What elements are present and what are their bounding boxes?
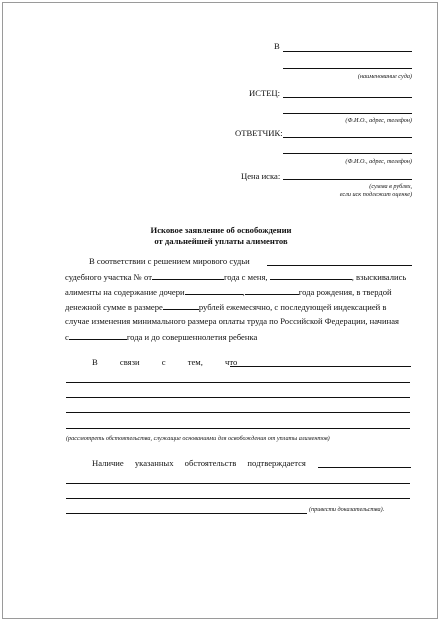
p1-c1: алименты на содержание дочери — [65, 287, 185, 297]
p1-line-d — [65, 301, 415, 313]
p1-c3: года рождения, в твердой — [298, 287, 392, 297]
p1-b1: судебного участка № от — [65, 272, 152, 282]
evidence-line-2 — [66, 483, 410, 484]
p1-f1: с — [65, 332, 69, 342]
p1-line-b — [65, 271, 415, 283]
p1-f2: года и до совершеннолетия ребенка — [126, 332, 258, 342]
p1-d1: денежной сумме в размере — [65, 302, 163, 312]
defendant-line-2 — [283, 153, 412, 154]
court-name-line-2 — [283, 68, 412, 69]
p1-b3: , взыскивались — [351, 272, 407, 282]
reason-line-1 — [230, 366, 411, 367]
reason-line-5 — [66, 428, 410, 429]
birth-date-blank — [242, 286, 299, 297]
reason-line-4 — [66, 412, 410, 413]
court-name-line — [283, 51, 412, 52]
plaintiff-line — [283, 97, 412, 98]
court-note: (наименование суда) — [357, 73, 412, 80]
p1-line-a: В соответствии с решением мирового судьи — [89, 256, 250, 266]
evidence-line-1 — [318, 467, 411, 468]
defendant-label: ОТВЕТЧИК: — [235, 128, 283, 138]
defendant-note: (Ф.И.О., адрес, телефон) — [345, 158, 412, 165]
defendant-line — [283, 137, 412, 138]
document-page — [2, 2, 438, 619]
p3-note: (привести доказательства). — [309, 506, 385, 513]
reason-line-2 — [66, 382, 410, 383]
p1-line-e: случае изменения минимального размера оплаты труда по Российской Федерации, начиная — [65, 316, 399, 326]
amount-blank — [163, 301, 199, 310]
claim-price-label: Цена иска: — [241, 171, 281, 181]
document-title-line-1: Исковое заявление об освобождении — [150, 225, 292, 235]
p2-note: (рассмотреть обстоятельства, служащие основаниями для освобождения от уплаты алиментов) — [66, 435, 330, 442]
p2-line-a: В связи с тем, что — [92, 357, 238, 367]
daughter-name-blank — [185, 286, 243, 295]
p1-line-f — [65, 331, 257, 343]
p1-c2: , — [242, 287, 245, 297]
p3-line-a: Наличие указанных обстоятельств подтверждается — [92, 458, 306, 468]
p1-line-c — [65, 286, 415, 298]
start-date-blank — [69, 331, 127, 340]
date-blank-1 — [152, 271, 224, 280]
p1-d2: рублей ежемесячно, с последующей индексацией в — [198, 302, 387, 312]
to-label: В — [274, 41, 280, 51]
document-title-line-2: от дальнейшей уплаты алиментов — [154, 236, 288, 246]
evidence-line-3 — [66, 498, 410, 499]
claim-price-line — [283, 179, 412, 180]
plaintiff-line-2 — [283, 113, 412, 114]
judge-name-line — [267, 265, 412, 266]
claim-price-note-2: если иск подлежит оценке) — [339, 191, 412, 198]
p1-b2: года с меня, — [223, 272, 268, 282]
plaintiff-label: ИСТЕЦ: — [249, 88, 281, 98]
plaintiff-note: (Ф.И.О., адрес, телефон) — [345, 117, 412, 124]
claim-price-note-1: (сумма в рублях, — [369, 183, 412, 190]
reason-line-3 — [66, 397, 410, 398]
payer-name-blank — [270, 271, 352, 280]
evidence-line-4 — [66, 513, 307, 514]
